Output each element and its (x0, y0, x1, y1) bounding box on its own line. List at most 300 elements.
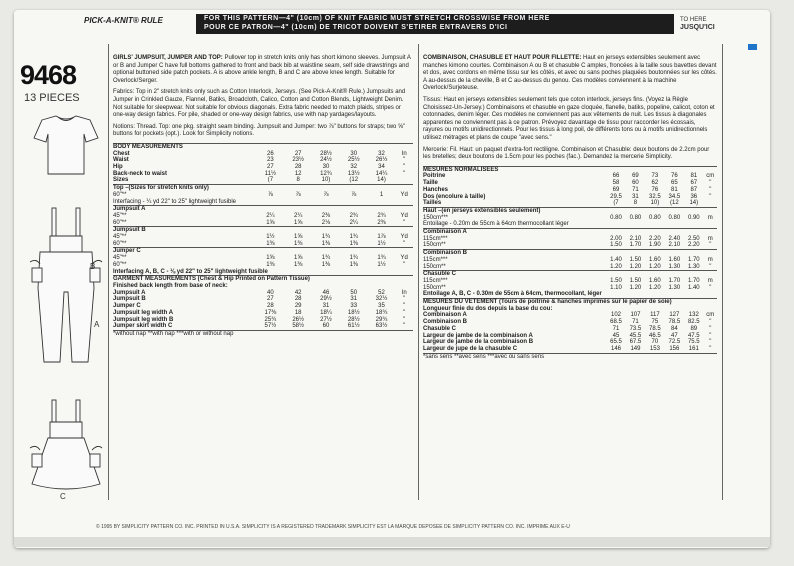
section-heading: MESURES NORMALISEES (423, 166, 717, 173)
row-value: 28 (294, 296, 302, 303)
row-label: Poitrine (423, 173, 446, 180)
row-value: 107 (630, 312, 641, 319)
row-value: ⅞ (267, 191, 273, 198)
section-heading-row (423, 299, 717, 306)
section-heading-row (113, 276, 413, 283)
row-value: 2.20 (687, 242, 700, 249)
row-unit: " (403, 323, 406, 330)
row-label: Combinaison A (423, 312, 467, 319)
row-label: Jumper C (113, 303, 141, 310)
row-value: 2¼ (294, 212, 303, 219)
row-value: 1.70 (687, 256, 700, 263)
row-value: 46.5 (649, 332, 661, 339)
garment-line-drawings (28, 112, 104, 524)
row-value: 12 (294, 170, 302, 177)
row-unit: cm (706, 173, 715, 180)
english-column (113, 55, 413, 338)
row-unit: " (709, 346, 712, 352)
row-value: 34.5 (668, 193, 681, 200)
row-unit: Yd (400, 191, 408, 198)
row-value: 58 (612, 180, 620, 187)
row-value: 14) (377, 177, 386, 184)
row-value: 1.30 (687, 263, 700, 270)
measure-row (113, 303, 413, 310)
row-value: 18 (294, 309, 302, 316)
row-value: 1⅜ (349, 261, 358, 268)
row-value: 127 (669, 312, 680, 319)
row-label: Waist (113, 157, 129, 164)
knit-stretch-gauge (196, 14, 674, 34)
measure-row (423, 215, 717, 222)
row-label: Largeur de jupe de la chasuble C (423, 346, 518, 352)
measure-row (113, 241, 413, 248)
section-heading: Combinaison B (423, 250, 717, 257)
measure-row (113, 177, 413, 184)
section-heading: Combinaison A (423, 229, 717, 236)
row-unit: " (709, 325, 712, 332)
row-value: 73.5 (629, 325, 642, 332)
row-value: 1.50 (629, 256, 642, 263)
row-value: 1⅝ (266, 219, 275, 226)
pick-a-knit-label: PICK-A-KNIT® RULE (84, 16, 163, 25)
measure-row (113, 213, 413, 220)
measure-row (423, 242, 717, 249)
row-value: 31 (322, 303, 330, 310)
row-value: ⅞ (295, 191, 301, 198)
copyright-footer: © 1995 BY SIMPLICITY PATTERN CO. INC. PRINTED IN U.S.A. SIMPLICITY IS A REGISTERED TRADEMARK SIMPLICITY EST LA MARQUE DEPOSEE DE SIMPLICITY PATTERN CO. INC. IMPRIME AUX E-U (96, 524, 570, 530)
measure-row (423, 333, 717, 340)
row-value: 1⅜ (349, 240, 358, 247)
row-value: 34 (378, 164, 385, 171)
row-value: 89 (690, 325, 698, 332)
row-value: 132 (688, 312, 699, 319)
row-label: Jumper skirt width C (113, 323, 173, 330)
section-heading: MESURES DU VETEMENT (Tours de poitrine & hanches imprimés sur le papier de soie) (423, 299, 717, 306)
row-value: 24½ (320, 157, 332, 164)
measurement-table-en (113, 143, 413, 338)
row-value: 1.10 (610, 284, 622, 291)
row-value: 1.30 (668, 284, 681, 291)
row-value: (7 (267, 177, 274, 184)
row-value: 66 (612, 173, 620, 180)
row-value: 13½ (347, 170, 360, 177)
section-heading-row (113, 227, 413, 234)
row-value: 1⅜ (266, 240, 275, 247)
row-value: 28½ (347, 316, 360, 323)
row-value: 57½ (264, 323, 277, 330)
section-heading-row (113, 269, 413, 276)
row-unit (704, 200, 717, 207)
row-label: Sizes (113, 177, 129, 184)
row-value: 26 (267, 150, 274, 157)
row-value: 75 (651, 319, 659, 326)
row-value: 2⅜ (377, 219, 386, 226)
section-heading-row (423, 291, 717, 298)
row-value: 71 (632, 319, 639, 326)
row-unit: " (709, 319, 712, 326)
row-value: 65.5 (610, 339, 622, 346)
row-value: 45.5 (629, 332, 642, 339)
row-value: ⅞ (323, 191, 329, 198)
row-value: 17⅜ (264, 309, 277, 316)
row-value: 8 (296, 177, 300, 184)
fabrics-en: Fabrics: Top in 2" stretch knits only such as Cotton Interlock, Jerseys. (See Pick-A-Knit® Rule.) Jumpsuits and Jumper in Crinkled Gauze, Flannel, Batiks, Broadcloth, Calico, Cotton and Cotton Blends, Lightweight Denim. Not suitable for sleepwear. Not suitable for obvious diagonals. Extra fabric needed to match plaids, stripes or one-way design fabrics. For pile, shaded or one-way design fabrics, use with nap yardages/layouts. (113, 89, 406, 119)
row-value: 69 (612, 186, 620, 193)
row-value: 1.50 (629, 277, 642, 284)
row-value: 29 (294, 303, 302, 310)
row-unit: m (707, 256, 713, 263)
row-value: 1¾ (377, 255, 386, 262)
row-value: 1.40 (610, 256, 622, 263)
row-value: 1⅜ (266, 261, 275, 268)
row-value: 28½ (320, 150, 332, 157)
section-heading-row (423, 353, 717, 360)
row-value: 2.00 (610, 235, 622, 242)
row-value: 1½ (266, 234, 275, 241)
description-en (113, 55, 413, 85)
row-value: 87 (690, 186, 698, 193)
row-value: 70 (651, 339, 659, 346)
row-value: 2⅛ (321, 219, 331, 226)
section-heading: GARMENT MEASUREMENTS (Chest & Hip Printed on Pattern Tissue) (113, 276, 413, 283)
measure-row (423, 236, 717, 243)
section-heading-row (113, 330, 413, 337)
row-value: 28 (267, 303, 274, 310)
jusqu-ici-text: JUSQU'ICI (680, 24, 715, 31)
row-value: 28 (294, 164, 302, 171)
row-label: Jumpsuit B (113, 296, 146, 303)
row-unit: Yd (400, 212, 408, 219)
measure-row (113, 157, 413, 164)
row-value: 36 (690, 193, 698, 200)
row-value: 1.30 (668, 263, 681, 270)
measure-row (423, 339, 717, 346)
row-unit: " (709, 193, 712, 200)
row-value: 29½ (320, 296, 332, 303)
row-value: 1.50 (610, 277, 622, 284)
stretch-gauge-french: POUR CE PATRON—4" (10cm) DE TRICOT DOIVENT S'ETIRER ENTRAVERS D'ICI (204, 24, 508, 31)
measure-row (423, 173, 717, 180)
row-value: 2¾ (377, 212, 386, 219)
row-value: 2.10 (629, 235, 642, 242)
section-heading: Longueur finie du dos depuis la base du cou: (423, 305, 553, 312)
measure-row (113, 310, 413, 317)
row-label: Jumpsuit leg width B (113, 316, 174, 323)
row-value: 0.80 (668, 214, 681, 221)
row-value: 69 (632, 173, 639, 180)
row-value: 153 (649, 346, 660, 352)
description-title-en: GIRLS' JUMPSUIT, JUMPER AND TOP: (113, 55, 223, 61)
row-value: 31 (632, 193, 639, 200)
envelope-flap-edge (14, 537, 770, 547)
row-unit: " (709, 332, 712, 339)
section-heading: Top –(Sizes for stretch knits only) (113, 185, 413, 192)
section-heading-row (423, 221, 717, 228)
description-fr (423, 55, 717, 93)
measure-row (113, 296, 413, 303)
row-value: 42 (294, 289, 302, 296)
right-column-rule (722, 44, 723, 500)
row-value: 76 (651, 186, 659, 193)
row-value: 30 (322, 164, 330, 171)
measure-row (113, 220, 413, 227)
row-value: (12 (349, 177, 359, 184)
row-value: 8 (633, 200, 638, 207)
row-unit: " (709, 263, 712, 270)
row-value: 1.60 (668, 256, 681, 263)
row-value: 78.5 (649, 325, 661, 332)
row-value: 67.5 (629, 339, 642, 346)
measure-row (113, 262, 413, 269)
row-value: 81 (671, 186, 678, 193)
row-value: 27 (294, 150, 302, 157)
measure-row (423, 264, 717, 271)
section-heading-row (113, 206, 413, 213)
section-heading-row (113, 248, 413, 255)
row-label: Largeur de jambe de la combinaison A (423, 332, 533, 339)
row-value: 50 (350, 289, 358, 296)
figure-label-c: C (60, 492, 66, 501)
row-label: 60"** (113, 191, 127, 198)
description-title-fr: COMBINAISON, CHASUBLE ET HAUT POUR FILLETTE: (423, 55, 582, 61)
blue-tab-mark (748, 44, 757, 50)
row-value: 2⅜ (321, 212, 331, 219)
row-unit: " (403, 303, 406, 310)
row-value: 71 (612, 325, 620, 332)
section-heading-row (113, 185, 413, 192)
row-value: 1¾ (349, 255, 358, 262)
row-value: 0.80 (629, 214, 642, 221)
row-value: 10) (650, 200, 660, 207)
section-heading-row (423, 306, 717, 313)
row-value: 1 (379, 191, 384, 198)
measure-row (113, 151, 413, 158)
pattern-number: 9468 (20, 60, 77, 90)
measure-row (423, 319, 717, 326)
row-label: Combinaison B (423, 319, 468, 326)
row-value: 18¼ (320, 309, 332, 316)
row-value: 1⅝ (294, 219, 303, 226)
section-heading: Finished back length from base of neck: (113, 283, 228, 289)
row-value: 68.5 (610, 319, 622, 326)
row-unit: " (403, 164, 406, 171)
description-text-en: Pullover top in stretch knits only has short kimono sleeves. Jumpsuit A or B and Jumper C have full bottoms gathered to front and back bib at waistline seam, self side drawstrings and optional buttoned side patch pockets. A is above ankle length, B and C are above knee length. Suitable for Overlock/Serger. (113, 55, 411, 84)
row-value: 11½ (264, 170, 276, 177)
row-unit: " (403, 219, 406, 226)
row-value: 60 (632, 180, 639, 187)
measure-row (423, 278, 717, 285)
row-unit: " (709, 180, 712, 187)
row-value: 1⅜ (294, 261, 303, 268)
section-heading-row (423, 250, 717, 257)
section-heading-row (113, 283, 413, 290)
row-unit: " (403, 240, 406, 247)
measure-row (423, 346, 717, 353)
row-unit: " (709, 242, 712, 249)
row-value: 81 (690, 173, 698, 180)
row-label: Jumpsuit A (113, 289, 146, 296)
to-here-mark (680, 16, 715, 32)
section-heading-row (423, 271, 717, 278)
figure-label-b: B (90, 262, 96, 271)
row-label: 45"** (113, 234, 127, 241)
row-unit (395, 177, 413, 184)
row-value: 23 (267, 157, 274, 164)
section-heading-row (113, 199, 413, 206)
section-heading: Haut –(en jerseys extensibles seulement) (423, 207, 717, 214)
row-unit: Yd (400, 234, 408, 241)
row-unit: " (709, 186, 712, 193)
row-value: 0.90 (687, 214, 700, 221)
row-label: 150cm** (423, 263, 446, 270)
section-heading: Interfacing - ¼ yd 22" to 25" lightweight fusible (113, 198, 236, 205)
row-value: 63½ (375, 323, 388, 330)
row-label: Hanches (423, 186, 449, 193)
row-value: 1.20 (629, 263, 642, 270)
row-value: 2¼ (266, 212, 275, 219)
row-unit: " (403, 316, 406, 323)
row-value: 1½ (377, 240, 386, 247)
section-heading-row (423, 166, 717, 173)
section-heading: Entoilage A, B, C - 0.30m de 55cm à 64cm, thermocollant, léger (423, 291, 602, 298)
row-value: 84 (671, 325, 678, 332)
section-heading-row (423, 229, 717, 236)
row-label: 60"** (113, 261, 127, 268)
row-value: 25¾ (264, 316, 277, 323)
row-unit: " (403, 261, 406, 268)
measure-row (113, 317, 413, 324)
row-value: 1.20 (649, 284, 661, 291)
row-value: 45 (612, 332, 620, 339)
row-value: 72.5 (668, 339, 681, 346)
row-value: 2.10 (668, 242, 681, 249)
row-value: 32 (350, 164, 358, 171)
row-label: Tailles (423, 200, 442, 207)
row-value: 1⅝ (294, 255, 303, 262)
section-heading: Interfacing A, B, C - ⅛ yd 22" to 25" lightweight fusible (113, 268, 268, 275)
row-label: 115cm*** (423, 235, 448, 242)
row-label: 150cm** (423, 242, 446, 249)
measure-row (423, 194, 717, 201)
row-value: 1.50 (610, 242, 622, 249)
stretch-gauge-english: FOR THIS PATTERN—4" (10cm) OF KNIT FABRIC MUST STRETCH CROSSWISE FROM HERE (204, 15, 550, 22)
row-value: 1¾ (321, 234, 331, 241)
row-label: Dos (encolure à taille) (423, 193, 486, 200)
row-value: 27 (267, 296, 274, 303)
row-value: 0.80 (649, 214, 661, 221)
section-heading: Jumpsuit B (113, 227, 413, 234)
row-value: 75.5 (687, 339, 700, 346)
row-value: 46 (322, 289, 330, 296)
measure-row (423, 180, 717, 187)
row-unit: " (403, 170, 406, 177)
row-value: 25½ (347, 157, 360, 164)
mercerie-fr: Mercerie: Fil. Haut: un paquet d'extra-fort rectiligne. Combinaison et Chasuble: deux boutons de 2.2cm pour les bretelles; deux boutons de 1.5cm pour les poches (fac.). Demandez la mercerie Simplicity. (423, 146, 710, 161)
row-value: 40 (267, 289, 274, 296)
section-heading-row (423, 207, 717, 214)
row-label: 60"** (113, 219, 127, 226)
row-value: 71 (632, 186, 639, 193)
row-label: 60"** (113, 240, 127, 247)
measure-row (113, 234, 413, 241)
measure-row (113, 164, 413, 171)
row-value: 73 (651, 173, 659, 180)
row-value: 29.5 (610, 193, 622, 200)
row-value: 1⅝ (294, 234, 303, 241)
row-value: 30 (350, 150, 358, 157)
figure-label-a: A (94, 320, 100, 329)
row-value: 1.70 (629, 242, 642, 249)
row-value: 65 (671, 180, 678, 187)
row-value: 2¼ (349, 219, 358, 226)
row-value: 1.40 (687, 284, 700, 291)
row-value: 78.5 (668, 319, 681, 326)
row-value: 32.5 (649, 193, 661, 200)
row-unit: In (401, 289, 407, 296)
row-unit: " (403, 309, 406, 316)
row-value: 1⅜ (321, 240, 331, 247)
row-value: 82.5 (687, 319, 700, 326)
row-value: ⅞ (351, 191, 357, 198)
row-label: 150cm*** (423, 214, 449, 221)
row-value: 29¾ (375, 316, 388, 323)
row-label: Largeur de jambe de la combinaison B (423, 339, 534, 346)
row-unit: In (401, 150, 407, 157)
to-here-text: TO HERE (680, 17, 707, 23)
row-value: 14¼ (375, 170, 388, 177)
section-heading: Entoilage - 0.20m de 55cm à 64cm thermocollant léger (423, 221, 569, 228)
row-value: 102 (610, 312, 621, 319)
row-value: 117 (650, 312, 660, 319)
row-unit: " (403, 157, 406, 164)
row-value: 156 (669, 346, 680, 352)
measurement-table-fr (423, 166, 717, 361)
row-value: 1⅝ (266, 255, 275, 262)
row-label: 150cm** (423, 284, 446, 291)
row-value: 27 (267, 164, 274, 171)
row-value: 2¾ (349, 212, 358, 219)
row-value: (12 (670, 200, 679, 207)
measure-row (423, 285, 717, 292)
row-value: 27½ (320, 316, 332, 323)
row-value: 26½ (375, 157, 388, 164)
section-heading-row (113, 143, 413, 150)
row-label: Chest (113, 150, 130, 157)
row-value: 14) (689, 200, 699, 207)
row-value: (7 (613, 200, 619, 207)
row-value: 1.20 (610, 263, 622, 270)
row-unit: " (709, 339, 712, 346)
row-unit: cm (706, 312, 715, 319)
section-heading: *without nap **with nap ***with or without nap (113, 330, 413, 337)
row-value: 62 (651, 180, 659, 187)
row-value: 1¾ (349, 234, 358, 241)
row-label: Jumpsuit leg width A (113, 309, 174, 316)
row-value: 2.20 (649, 235, 661, 242)
row-label: Hip (113, 164, 123, 171)
row-label: 45"** (113, 212, 127, 219)
row-value: 12¾ (320, 170, 332, 177)
section-heading: BODY MEASUREMENTS (113, 143, 413, 150)
measure-row (423, 326, 717, 333)
measure-row (113, 290, 413, 297)
row-unit: m (707, 235, 713, 242)
row-value: 58½ (292, 323, 305, 330)
row-unit: m (707, 214, 713, 221)
pieces-count: 13 PIECES (24, 92, 80, 104)
row-label: 45"** (113, 255, 127, 262)
row-value: 1⅜ (321, 261, 331, 268)
